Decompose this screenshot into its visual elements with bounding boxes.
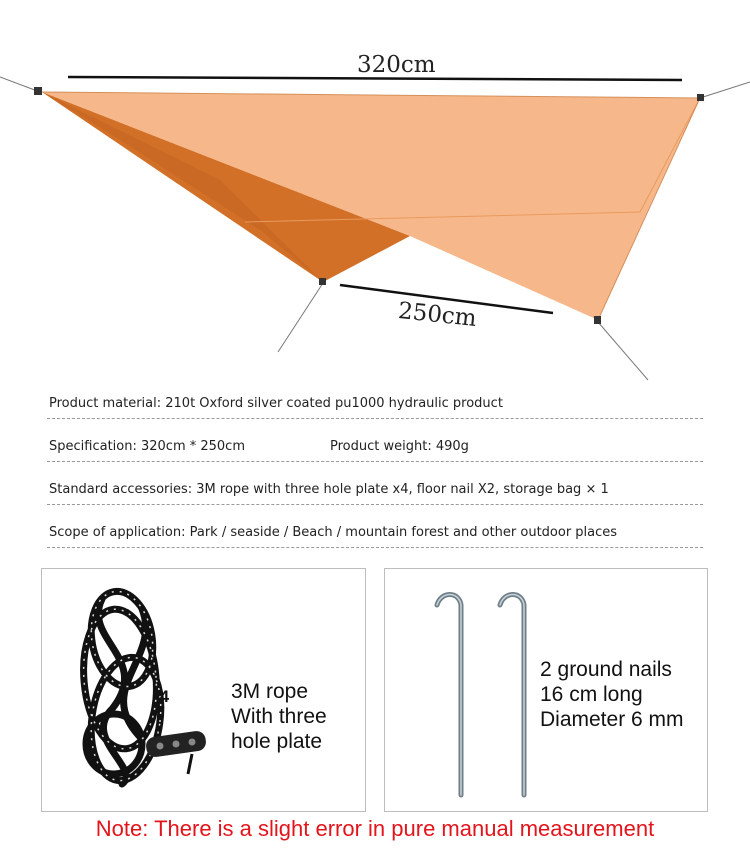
nails-line-3: Diameter 6 mm	[540, 708, 684, 731]
nails-panel	[384, 568, 708, 812]
corner-clip-bottom-left	[319, 278, 326, 285]
spec-accessories: Standard accessories: 3M rope with three hole plate x4, floor nail X2, storage bag × 1	[49, 482, 609, 497]
guy-rope-right	[700, 82, 750, 98]
rope-description	[231, 679, 327, 754]
tarp-top	[42, 92, 700, 320]
rope-line-3: hole plate	[231, 730, 323, 753]
width-label: 320cm	[357, 52, 436, 78]
tarp-figure	[0, 0, 750, 385]
spec-weight: Product weight: 490g	[330, 439, 469, 454]
corner-clip-left	[34, 87, 42, 95]
rope-line-1: 3M rope	[231, 680, 309, 703]
guy-rope-bottom-left	[278, 283, 323, 352]
spec-row-scope	[47, 505, 703, 548]
spec-specification: Specification: 320cm * 250cm	[49, 439, 245, 454]
rope-line-2: With three	[231, 705, 327, 728]
spec-list	[47, 390, 703, 548]
spec-material: Product material: 210t Oxford silver coated pu1000 hydraulic product	[49, 396, 503, 411]
rope-multiplier: *4	[153, 687, 170, 706]
nails-line-2: 16 cm long	[540, 683, 643, 706]
nails-description	[540, 657, 684, 732]
measurement-note: Note: There is a slight error in pure manual measurement	[95, 816, 655, 841]
rope-panel	[41, 568, 366, 812]
nails-line-1: 2 ground nails	[540, 658, 672, 681]
corner-clip-bottom-right	[594, 316, 601, 324]
ground-nail-1	[437, 595, 461, 796]
spec-row-accessories	[47, 462, 703, 505]
spec-row-specification	[47, 419, 703, 462]
spec-row-material	[47, 390, 703, 419]
corner-clip-right	[697, 94, 704, 101]
spec-scope: Scope of application: Park / seaside / Beach / mountain forest and other outdoor places	[49, 525, 618, 540]
ground-nail-2	[500, 595, 524, 796]
guy-rope-bottom-right	[598, 322, 648, 380]
depth-label: 250cm	[396, 297, 478, 333]
